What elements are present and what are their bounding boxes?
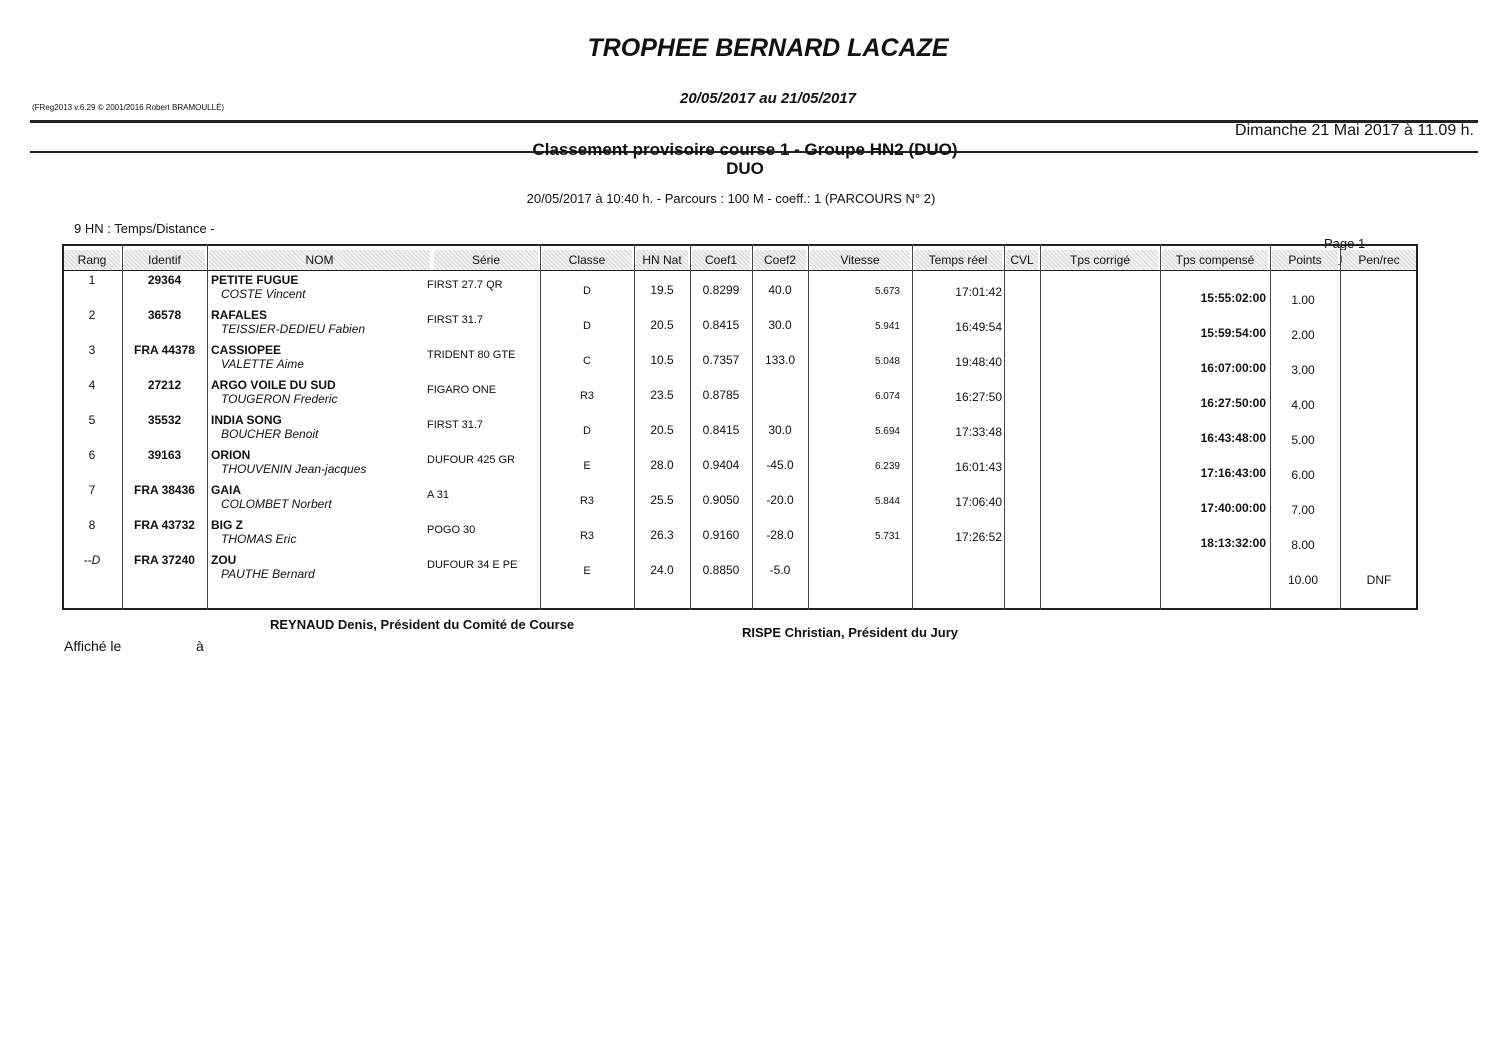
table-row xyxy=(62,516,1418,551)
column-header-tpscorr: Tps corrigé xyxy=(1042,250,1158,270)
cell-temps-reel: 17:01:42 xyxy=(955,285,1002,299)
cell-rang: 8 xyxy=(88,518,96,532)
cell-rang: 4 xyxy=(88,378,96,392)
cell-coef1: 0.8299 xyxy=(702,283,740,297)
cell-serie: DUFOUR 34 E PE xyxy=(427,559,518,571)
cell-hn-nat: 28.0 xyxy=(650,458,674,472)
cell-points: 1.00 xyxy=(1291,293,1315,307)
cell-boat-name: BIG Z xyxy=(211,518,243,532)
cell-rang: 5 xyxy=(88,413,96,427)
event-dates: 20/05/2017 au 21/05/2017 xyxy=(680,90,856,107)
cell-identif: FRA 43732 xyxy=(134,518,195,532)
column-header-hn: HN Nat xyxy=(636,250,688,270)
cell-rang: --D xyxy=(83,553,101,567)
cell-coef1: 0.9160 xyxy=(702,528,740,542)
column-header-rang: Rang xyxy=(64,250,120,270)
cell-boat-name: ZOU xyxy=(211,553,237,567)
table-row xyxy=(62,411,1418,446)
cell-temps-reel: 17:33:48 xyxy=(955,425,1002,439)
cell-points: 3.00 xyxy=(1291,363,1315,377)
cell-boat-name: PETITE FUGUE xyxy=(211,273,299,287)
handicap-label: 9 HN : Temps/Distance - xyxy=(74,221,215,236)
cell-tps-compense: 16:27:50:00 xyxy=(1200,396,1266,410)
cell-points: 10.00 xyxy=(1287,573,1319,587)
cell-vitesse: 5.048 xyxy=(874,356,900,367)
cell-coef2: -28.0 xyxy=(766,528,794,542)
cell-coef2: 40.0 xyxy=(768,283,792,297)
cell-serie: FIGARO ONE xyxy=(427,384,497,396)
cell-points: 2.00 xyxy=(1291,328,1315,342)
cell-coef2: 30.0 xyxy=(768,423,792,437)
cell-rang: 2 xyxy=(88,308,96,322)
column-header-nom: NOM xyxy=(209,250,430,270)
column-header-tpscomp: Tps compensé xyxy=(1162,250,1268,270)
cell-skipper: THOUVENIN Jean-jacques xyxy=(221,462,367,476)
column-header-cvl: CVL xyxy=(1006,250,1038,270)
cell-vitesse: 6.239 xyxy=(874,461,900,472)
column-header-coef1: Coef1 xyxy=(692,250,750,270)
cell-coef1: 0.9050 xyxy=(702,493,740,507)
cell-hn-nat: 19.5 xyxy=(650,283,674,297)
race-committee-signature: REYNAUD Denis, Président du Comité de Course xyxy=(270,617,575,632)
cell-points: 8.00 xyxy=(1291,538,1315,552)
cell-skipper: TOUGERON Frederic xyxy=(221,392,338,406)
cell-skipper: COLOMBET Norbert xyxy=(221,497,332,511)
cell-skipper: PAUTHE Bernard xyxy=(221,567,315,581)
cell-identif: 29364 xyxy=(147,273,182,287)
cell-tps-compense: 17:16:43:00 xyxy=(1200,466,1266,480)
jury-president-signature: RISPE Christian, Président du Jury xyxy=(742,625,958,640)
cell-boat-name: RAFALES xyxy=(211,308,268,322)
cell-temps-reel: 16:49:54 xyxy=(955,320,1002,334)
cell-serie: DUFOUR 425 GR xyxy=(427,454,516,466)
cell-serie: FIRST 27.7 QR xyxy=(427,279,503,291)
cell-classe: D xyxy=(583,320,591,332)
cell-coef1: 0.8415 xyxy=(702,318,740,332)
column-header-identif: Identif xyxy=(124,250,205,270)
table-row xyxy=(62,306,1418,341)
cell-skipper: COSTE Vincent xyxy=(221,287,306,301)
cell-hn-nat: 23.5 xyxy=(650,388,674,402)
cell-vitesse: 5.673 xyxy=(874,286,900,297)
cell-boat-name: INDIA SONG xyxy=(211,413,282,427)
cell-coef2: 30.0 xyxy=(768,318,792,332)
cell-coef2: 133.0 xyxy=(764,353,796,367)
cell-temps-reel: 17:26:52 xyxy=(955,530,1002,544)
cell-coef1: 0.8415 xyxy=(702,423,740,437)
cell-classe: R3 xyxy=(579,495,595,507)
cell-classe: E xyxy=(583,460,591,472)
cell-serie: FIRST 31.7 xyxy=(427,314,484,326)
cell-classe: R3 xyxy=(579,530,595,542)
cell-skipper: THOMAS Eric xyxy=(221,532,297,546)
cell-coef1: 0.8850 xyxy=(702,563,740,577)
cell-identif: FRA 44378 xyxy=(134,343,195,357)
race-info: 20/05/2017 à 10:40 h. - Parcours : 100 M - coeff.: 1 (PARCOURS N° 2) xyxy=(526,191,936,206)
cell-vitesse: 5.694 xyxy=(874,426,900,437)
cell-vitesse: 5.844 xyxy=(874,496,900,507)
cell-tps-compense: 15:55:02:00 xyxy=(1200,291,1266,305)
column-header-classe: Classe xyxy=(542,250,632,270)
cell-classe: D xyxy=(583,285,591,297)
cell-serie: TRIDENT 80 GTE xyxy=(427,349,516,361)
table-row xyxy=(62,341,1418,376)
cell-vitesse: 5.731 xyxy=(874,531,900,542)
cell-skipper: BOUCHER Benoit xyxy=(221,427,319,441)
table-row xyxy=(62,446,1418,481)
cell-serie: POGO 30 xyxy=(427,524,476,536)
cell-identif: 36578 xyxy=(147,308,182,322)
cell-identif: 35532 xyxy=(147,413,182,427)
cell-coef1: 0.8785 xyxy=(702,388,740,402)
table-top-border xyxy=(62,244,1418,246)
cell-coef1: 0.7357 xyxy=(702,353,740,367)
cell-hn-nat: 24.0 xyxy=(650,563,674,577)
cell-skipper: VALETTE Aime xyxy=(221,357,304,371)
column-header-temps: Temps réel xyxy=(914,250,1002,270)
cell-rang: 6 xyxy=(88,448,96,462)
cell-temps-reel: 16:27:50 xyxy=(955,390,1002,404)
table-row xyxy=(62,551,1418,586)
table-row xyxy=(62,376,1418,411)
cell-classe: D xyxy=(583,425,591,437)
cell-temps-reel: 19:48:40 xyxy=(955,355,1002,369)
cell-identif: 39163 xyxy=(147,448,182,462)
cell-boat-name: CASSIOPEE xyxy=(211,343,282,357)
cell-coef2: -45.0 xyxy=(766,458,794,472)
cell-rang: 7 xyxy=(88,483,96,497)
cell-tps-compense: 16:43:48:00 xyxy=(1200,431,1266,445)
cell-hn-nat: 10.5 xyxy=(650,353,674,367)
cell-hn-nat: 26.3 xyxy=(650,528,674,542)
ranking-title xyxy=(0,140,1490,178)
column-header-points: Points xyxy=(1272,250,1338,270)
ranking-title-line2: DUO xyxy=(726,159,764,178)
cell-serie: A 31 xyxy=(427,489,450,501)
cell-tps-compense: 15:59:54:00 xyxy=(1200,326,1266,340)
cell-pen-rec: DNF xyxy=(1366,573,1392,587)
cell-serie: FIRST 31.7 xyxy=(427,419,484,431)
cell-boat-name: GAIA xyxy=(211,483,241,497)
cell-classe: E xyxy=(583,565,591,577)
cell-points: 5.00 xyxy=(1291,433,1315,447)
cell-coef2: -20.0 xyxy=(766,493,794,507)
cell-tps-compense: 17:40:00:00 xyxy=(1200,501,1266,515)
cell-hn-nat: 20.5 xyxy=(650,318,674,332)
cell-vitesse: 5.941 xyxy=(874,321,900,332)
cell-coef1: 0.9404 xyxy=(702,458,740,472)
cell-points: 4.00 xyxy=(1291,398,1315,412)
posted-at-label: à xyxy=(196,638,204,654)
cell-temps-reel: 17:06:40 xyxy=(955,495,1002,509)
table-row xyxy=(62,271,1418,306)
cell-temps-reel: 16:01:43 xyxy=(955,460,1002,474)
column-header-penrec: Pen/rec xyxy=(1342,250,1416,270)
table-bottom-border xyxy=(62,608,1418,610)
cell-identif: 27212 xyxy=(147,378,182,392)
column-header-coef2: Coef2 xyxy=(754,250,806,270)
column-header-vitesse: Vitesse xyxy=(810,250,910,270)
cell-identif: FRA 38436 xyxy=(134,483,195,497)
cell-boat-name: ORION xyxy=(211,448,251,462)
document-title: TROPHEE BERNARD LACAZE xyxy=(587,34,949,62)
cell-hn-nat: 25.5 xyxy=(650,493,674,507)
column-header-serie: Série xyxy=(434,250,538,270)
ranking-title-line1: Classement provisoire course 1 - Groupe HN2 (DUO) xyxy=(532,140,958,159)
cell-vitesse: 6.074 xyxy=(874,391,900,402)
cell-hn-nat: 20.5 xyxy=(650,423,674,437)
posted-on-label: Affiché le xyxy=(64,638,122,654)
cell-rang: 1 xyxy=(88,273,96,287)
cell-classe: C xyxy=(583,355,591,367)
cell-tps-compense: 18:13:32:00 xyxy=(1200,536,1266,550)
cell-rang: 3 xyxy=(88,343,96,357)
cell-points: 7.00 xyxy=(1291,503,1315,517)
table-row xyxy=(62,481,1418,516)
software-credit: (FReg2013 v.6.29 © 2001/2016 Robert BRAMOULLÉ) xyxy=(32,103,225,112)
cell-coef2: -5.0 xyxy=(769,563,791,577)
cell-skipper: TEISSIER-DEDIEU Fabien xyxy=(221,322,366,336)
results-table xyxy=(62,244,1418,610)
cell-points: 6.00 xyxy=(1291,468,1315,482)
print-date: Dimanche 21 Mai 2017 à 11.09 h. xyxy=(1235,122,1474,139)
cell-boat-name: ARGO VOILE DU SUD xyxy=(211,378,336,392)
cell-identif: FRA 37240 xyxy=(134,553,195,567)
cell-tps-compense: 16:07:00:00 xyxy=(1200,361,1266,375)
cell-classe: R3 xyxy=(579,390,595,402)
